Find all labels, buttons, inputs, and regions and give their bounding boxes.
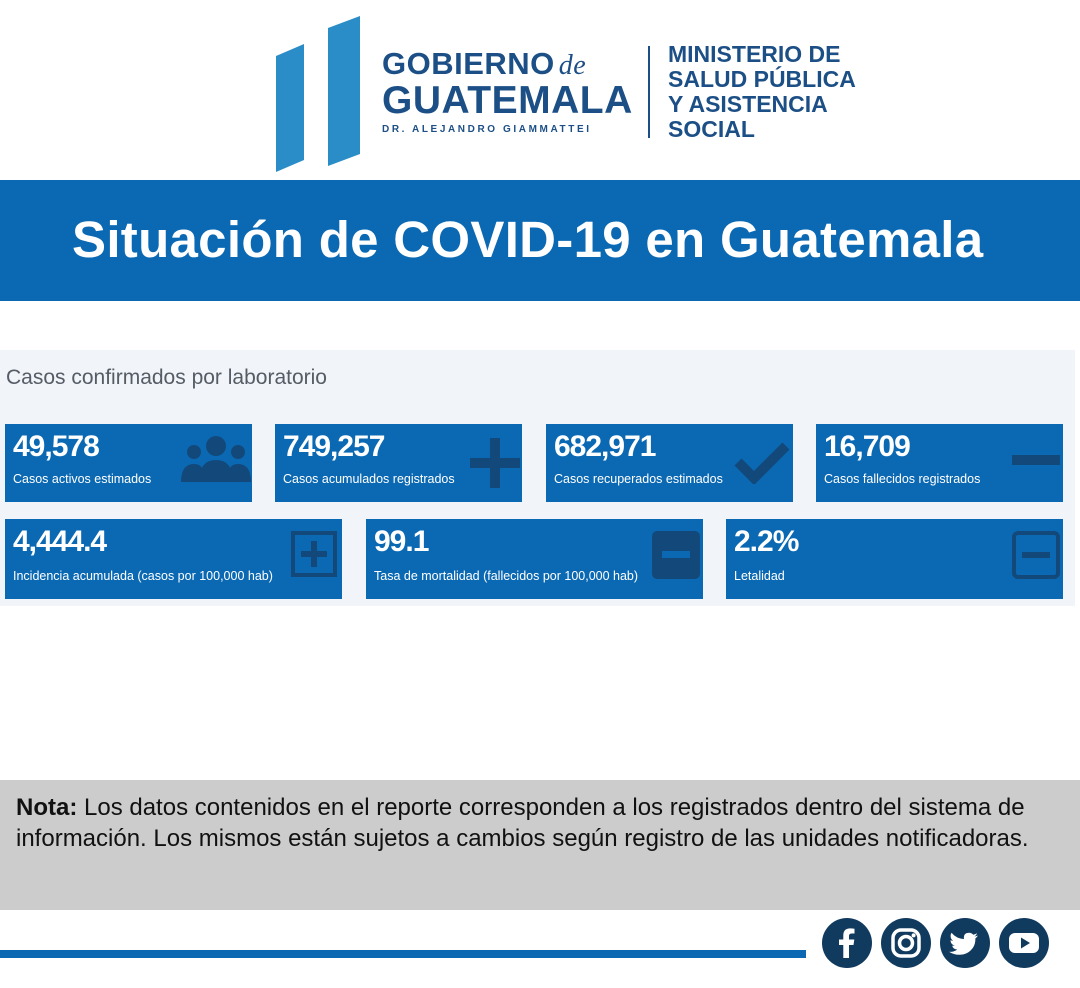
ministry-line: MINISTERIO DE (668, 41, 841, 67)
stat-value: 2.2% (734, 525, 799, 558)
stat-card-deaths (816, 424, 1063, 502)
minus-icon (1012, 455, 1060, 467)
gob-line1: GOBIERNO (382, 46, 555, 81)
stat-value: 682,971 (554, 430, 656, 463)
stat-card-recovered (546, 424, 793, 502)
stat-card-active (5, 424, 252, 502)
minus-square-filled-icon (652, 531, 700, 579)
stat-value: 99.1 (374, 525, 429, 558)
users-icon (181, 432, 251, 488)
plus-square-icon (291, 531, 337, 577)
dashboard-panel (0, 350, 1075, 606)
stat-label: Casos activos estimados (13, 472, 152, 486)
header (0, 0, 1080, 180)
ministry-name (668, 42, 888, 142)
stat-label: Casos fallecidos registrados (824, 472, 981, 486)
youtube-icon[interactable] (999, 918, 1049, 968)
stat-value: 749,257 (283, 430, 385, 463)
stat-card-lethality (726, 519, 1063, 599)
stat-label: Letalidad (734, 569, 785, 583)
note-label: Nota: (16, 794, 78, 821)
page-title: Situación de COVID-19 en Guatemala (72, 211, 984, 268)
stat-card-cumulative (275, 424, 522, 502)
stat-label: Incidencia acumulada (casos por 100,000 hab) (13, 569, 273, 583)
minus-square-icon (1012, 531, 1060, 579)
gob-line2: GUATEMALA (382, 79, 633, 122)
government-logo-icon (276, 16, 364, 172)
stat-label: Tasa de mortalidad (fallecidos por 100,000 hab) (374, 569, 639, 583)
stat-card-incidence (5, 519, 342, 599)
footer-rule (0, 950, 806, 958)
note-paragraph (16, 792, 1056, 854)
stat-card-mortality (366, 519, 703, 599)
dashboard-title: Casos confirmados por laboratorio (6, 366, 327, 389)
stat-value: 16,709 (824, 430, 910, 463)
plus-icon (470, 438, 520, 488)
gob-line3: DR. ALEJANDRO GIAMMATTEI (382, 124, 592, 135)
title-banner (0, 180, 1080, 301)
check-icon (734, 440, 790, 484)
stat-label: Casos acumulados registrados (283, 472, 455, 486)
note-text: Los datos contenidos en el reporte corresponden a los registrados dentro del sistema de información. Los mismos están sujetos a cambios según registro de las unidades notificadoras. (16, 794, 1029, 852)
stat-value: 4,444.4 (13, 525, 107, 558)
twitter-icon[interactable] (940, 918, 990, 968)
header-divider (648, 46, 650, 138)
ministry-line: SALUD PÚBLICA (668, 66, 856, 92)
gob-de: de (558, 50, 587, 81)
ministry-line: SOCIAL (668, 116, 755, 142)
facebook-icon[interactable] (822, 918, 872, 968)
stat-label: Casos recuperados estimados (554, 472, 723, 486)
instagram-icon[interactable] (881, 918, 931, 968)
ministry-line: Y ASISTENCIA (668, 91, 828, 117)
note-box (0, 780, 1080, 910)
stat-value: 49,578 (13, 430, 99, 463)
government-wordmark (382, 48, 632, 135)
